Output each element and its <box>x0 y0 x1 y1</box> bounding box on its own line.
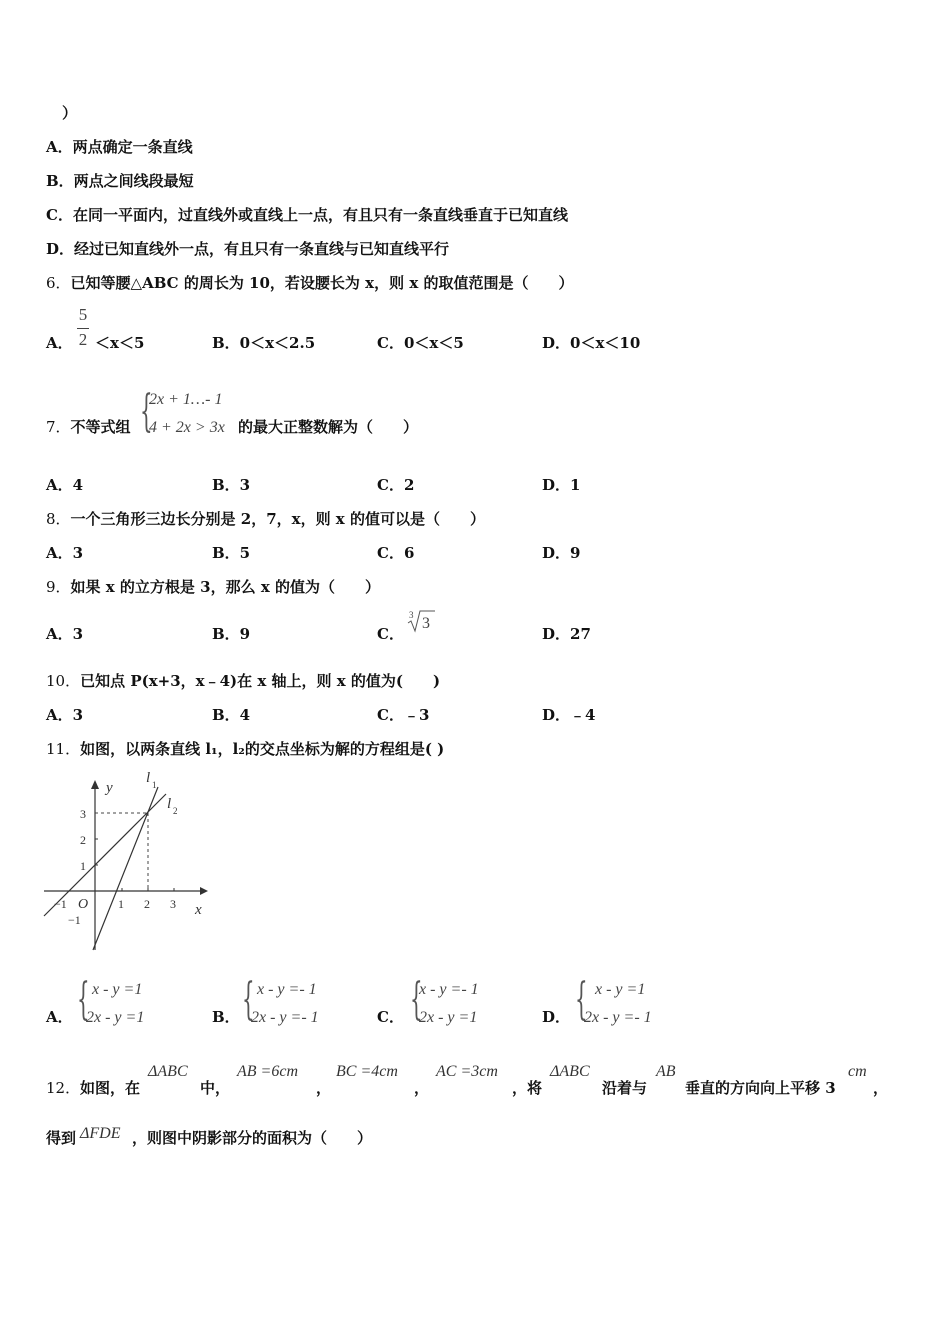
q11-b-eq2: 2x - y =- 1 <box>251 1009 319 1026</box>
q7-text-pre: 不等式组 <box>70 418 131 436</box>
q9-text: 如果 x 的立方根是 3，那么 x 的值为（ ） <box>70 578 380 596</box>
q12-math-cm: cm <box>848 1063 867 1080</box>
x-tick-label-3: 3 <box>170 897 176 911</box>
q12-text-1: 如图，在 <box>80 1079 141 1097</box>
q11-option-a-system <box>77 974 187 1034</box>
y-tick-label-1: 1 <box>80 859 86 873</box>
q12-math-ab-2: AB <box>656 1063 676 1080</box>
x-tick-label-1: 1 <box>118 897 124 911</box>
q10-option-a: A．3 <box>46 706 84 724</box>
q12-math-triangle-fde: ΔFDE <box>80 1125 121 1142</box>
q11-a-eq1: x - y =1 <box>92 981 143 998</box>
q7-brace: { <box>140 386 153 437</box>
q11-c-eq2: 2x - y =1 <box>419 1009 478 1026</box>
q9-option-a: A．3 <box>46 625 84 643</box>
y-tick-label-neg1: −1 <box>68 913 81 927</box>
q5-option-c: C．在同一平面内，过直线外或直线上一点，有且只有一条直线垂直于已知直线 <box>46 206 568 224</box>
q8-number: 8． <box>46 510 71 528</box>
q6-option-c: C．0＜x＜5 <box>377 334 464 352</box>
q7-inequality-1: 2x + 1…- 1 <box>149 391 223 408</box>
line-l1-subscript: 1 <box>152 780 157 790</box>
q11-d-eq2: 2x - y =- 1 <box>584 1009 652 1026</box>
q11-b-brace: { <box>242 974 255 1025</box>
q11-option-d-label: D． <box>542 1008 571 1026</box>
q11-c-eq1: x - y =- 1 <box>419 981 479 998</box>
q12-math-ab: AB =6cm <box>237 1063 298 1080</box>
q11-option-d-system <box>575 974 685 1034</box>
q12-math-ac: AC =3cm <box>436 1063 498 1080</box>
q12-line2-pre: 得到 <box>46 1129 77 1147</box>
q12-text-6: 沿着与 <box>602 1079 648 1097</box>
y-tick-label-3: 3 <box>80 807 86 821</box>
q6-text: 已知等腰△ABC 的周长为 10，若设腰长为 x，则 x 的取值范围是（ ） <box>70 274 574 292</box>
line-l1-label: l <box>146 770 151 786</box>
q8-option-b: B．5 <box>212 544 251 562</box>
q10-number: 10． <box>46 672 81 690</box>
line-l2-label: l <box>167 796 172 812</box>
y-axis-arrow-icon <box>91 780 99 789</box>
q9-radicand: 3 <box>422 615 430 632</box>
q6-option-a-rest: ＜x＜5 <box>95 334 145 352</box>
x-axis-label: x <box>195 902 202 918</box>
q9-root-index: 3 <box>409 610 414 620</box>
q6-option-d: D．0＜x＜10 <box>542 334 641 352</box>
q11-option-b-system <box>242 974 352 1034</box>
q11-option-b-label: B． <box>212 1008 240 1026</box>
q5-option-b: B．两点之间线段最短 <box>46 172 194 190</box>
q5-option-d: D．经过已知直线外一点，有且只有一条直线与已知直线平行 <box>46 240 450 258</box>
q8-stem <box>46 508 485 529</box>
q12-math-bc: BC =4cm <box>336 1063 398 1080</box>
y-tick-label-2: 2 <box>80 833 86 847</box>
q6-option-a-numerator: 5 <box>78 305 88 324</box>
q9-option-c-label: C． <box>377 625 404 643</box>
q6-option-a-denominator: 2 <box>78 330 88 349</box>
q7-option-d: D．1 <box>542 476 581 494</box>
q11-text: 如图，以两条直线 l₁，l₂的交点坐标为解的方程组是( ) <box>80 740 445 758</box>
q11-b-eq1: x - y =- 1 <box>257 981 317 998</box>
q7-text-post: 的最大正整数解为（ ） <box>238 418 419 436</box>
q11-d-eq1: x - y =1 <box>595 981 646 998</box>
q7-number: 7． <box>46 418 71 436</box>
q12-line2-post: ，则图中阴影部分的面积为（ ） <box>132 1129 373 1147</box>
q12-text-8: ， <box>873 1079 889 1097</box>
q12-number: 12． <box>46 1079 81 1097</box>
x-axis-arrow-icon <box>200 887 208 895</box>
q10-text: 已知点 P(x+3，x﹣4)在 x 轴上，则 x 的值为( ) <box>80 672 441 690</box>
q9-number: 9． <box>46 578 71 596</box>
q10-stem <box>46 670 440 691</box>
q6-number: 6． <box>46 274 71 292</box>
x-tick-label-2: 2 <box>144 897 150 911</box>
q12-text-7: 垂直的方向向上平移 3 <box>685 1079 836 1097</box>
y-axis-label: y <box>106 780 113 796</box>
q7-option-b: B．3 <box>212 476 251 494</box>
q12-text-3: ， <box>316 1079 332 1097</box>
q11-number: 11． <box>46 740 81 758</box>
q9-cube-root-sign <box>406 608 436 634</box>
q8-text: 一个三角形三边长分别是 2，7，x，则 x 的值可以是（ ） <box>70 510 485 528</box>
q11-graph <box>40 764 215 954</box>
q6-option-a-label: A． <box>46 334 73 352</box>
q7-option-c: C．2 <box>377 476 415 494</box>
q6-fraction-bar <box>77 328 89 329</box>
q12-text-4: ， <box>414 1079 430 1097</box>
q11-a-eq2: 2x - y =1 <box>86 1009 145 1026</box>
q6-option-b: B．0＜x＜2.5 <box>212 334 316 352</box>
q8-option-a: A．3 <box>46 544 84 562</box>
q5-option-a: A．两点确定一条直线 <box>46 138 193 156</box>
q8-option-d: D．9 <box>542 544 581 562</box>
q7-inequality-system <box>140 386 240 442</box>
q12-math-triangle-abc: ΔABC <box>148 1063 188 1080</box>
q12-text-5: ，将 <box>512 1079 543 1097</box>
q7-inequality-2: 4 + 2x > 3x <box>149 419 225 436</box>
q12-math-triangle-abc-2: ΔABC <box>550 1063 590 1080</box>
q11-option-c-system <box>410 974 520 1034</box>
q7-stem-pre <box>46 416 131 437</box>
q11-option-c-label: C． <box>377 1008 404 1026</box>
q11-option-a-label: A． <box>46 1008 73 1026</box>
q9-stem <box>46 576 380 597</box>
q11-d-brace: { <box>575 974 588 1025</box>
q8-option-c: C．6 <box>377 544 415 562</box>
q11-stem <box>46 738 444 759</box>
q6-stem <box>46 272 574 293</box>
line-l2-subscript: 2 <box>173 806 178 816</box>
q5-tail: ） <box>62 104 78 122</box>
q9-option-b: B．9 <box>212 625 251 643</box>
q9-option-d: D．27 <box>542 625 591 643</box>
origin-label: O <box>78 897 89 912</box>
x-tick-label-neg1: −1 <box>54 897 67 911</box>
q10-option-d: D．﹣4 <box>542 706 596 724</box>
q7-option-a: A．4 <box>46 476 84 494</box>
q11-a-brace: { <box>77 974 90 1025</box>
q10-option-b: B．4 <box>212 706 251 724</box>
q11-c-brace: { <box>410 974 423 1025</box>
q12-text-2: 中， <box>200 1079 231 1097</box>
q10-option-c: C．﹣3 <box>377 706 430 724</box>
